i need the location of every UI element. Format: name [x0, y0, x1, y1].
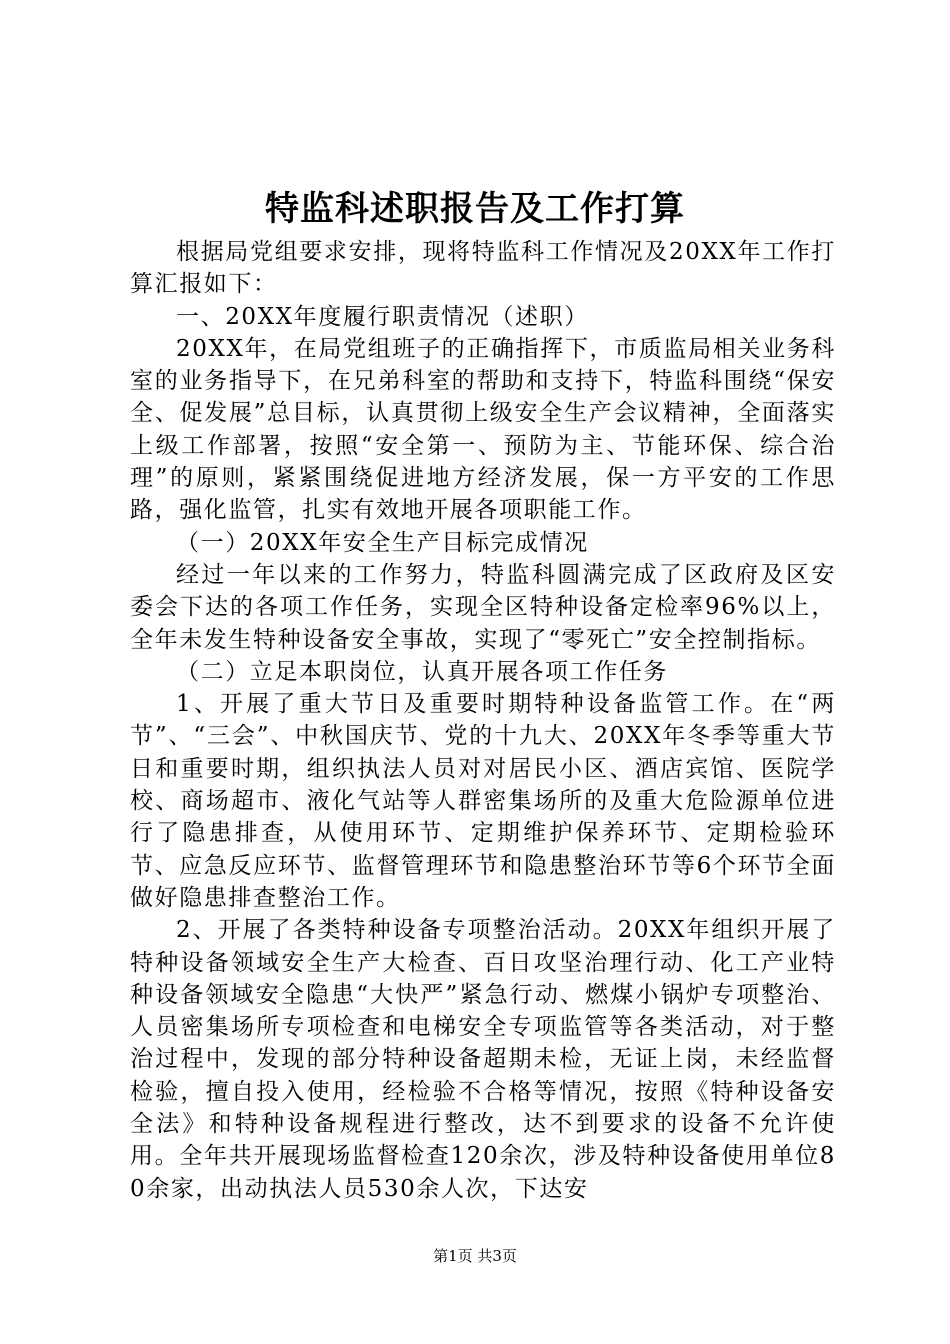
paragraph-targets: 经过一年以来的工作努力，特监科圆满完成了区政府及区安委会下达的各项工作任务，实现全区特种设备定检率96%以上，全年未发生特种设备安全事故，实现了“零死亡”安全控制指标。 — [130, 561, 836, 653]
section-heading-1: 一、20XX年度履行职责情况（述职） — [176, 303, 589, 330]
paragraph-item-2: 2、开展了各类特种设备专项整治活动。20XX年组织开展了特种设备领域安全生产大检查、百日攻坚治理行动、化工产业特种设备领域安全隐患“大快严”紧急行动、燃煤小锅炉专项整治、人员密集场所专项检查和电梯安全专项监管等各类活动，对于整治过程中，发现的部分特种设备超期未检，无证上岗，未经监督检验，擅自投入使用，经检验不合格等情况，按照《特种设备安全法》和特种设备规程进行整改，达不到要求的设备不允许使用。全年共开展现场监督检查120余次，涉及特种设备使用单位80余家，出动执法人员530余人次，下达安 — [130, 917, 836, 1202]
paragraph-overview: 20XX年，在局党组班子的正确指挥下，市质监局相关业务科室的业务指导下，在兄弟科室的帮助和支持下，特监科围绕“保安全、促发展”总目标，认真贯彻上级安全生产会议精神，全面落实上级工作部署，按照“安全第一、预防为主、节能环保、综合治理”的原则，紧紧围绕促进地方经济发展，保一方平安的工作思路，强化监管，扎实有效地开展各项职能工作。 — [130, 335, 836, 524]
subsection-heading-1: （一）20XX年安全生产目标完成情况 — [176, 529, 589, 556]
paragraph-item-1: 1、开展了重大节日及重要时期特种设备监管工作。在“两节”、“三会”、中秋国庆节、党的十九大、20XX年冬季等重大节日和重要时期，组织执法人员对对居民小区、酒店宾馆、医院学校、商场超市、液化气站等人群密集场所的及重大危险源单位进行了隐患排查，从使用环节、定期维护保养环节、定期检验环节、应急反应环节、监督管理环节和隐患整治环节等6个环节全面做好隐患排查整治工作。 — [130, 691, 836, 911]
subsection-heading-2: （二）立足本职岗位，认真开展各项工作任务 — [176, 658, 668, 685]
document-title: 特监科述职报告及工作打算 — [265, 189, 685, 229]
paragraph-intro: 根据局党组要求安排，现将特监科工作情况及20XX年工作打算汇报如下： — [130, 239, 836, 298]
document-body — [130, 236, 836, 1205]
page-footer: 第1页 共3页 — [433, 1247, 517, 1265]
